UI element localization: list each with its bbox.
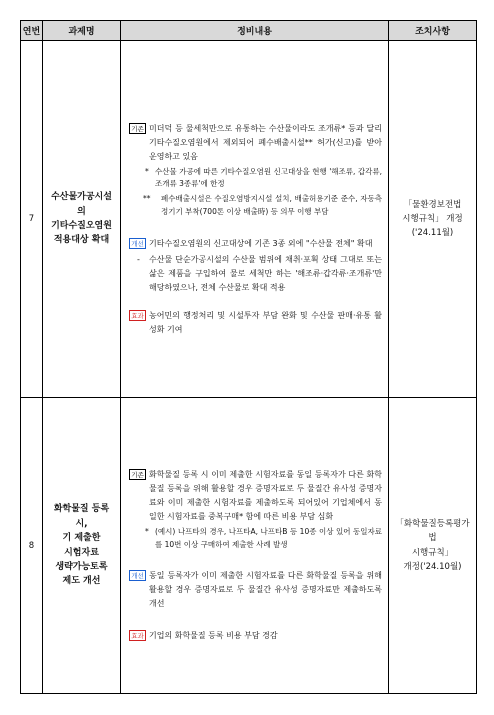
- task-title-line: 기 제출한: [62, 533, 101, 544]
- table-row: [21, 398, 477, 694]
- header-action: 조치사항: [389, 21, 477, 41]
- task-title: [43, 398, 121, 694]
- action-line: ('24.11월): [411, 228, 454, 238]
- footnote-text: 폐수배출시설은 수질오염방지시설 설치, 배출허용기준 준수, 자동측정기기 부착(700톤 이상 배출時) 등 의무 이행 부담: [161, 194, 382, 216]
- row-number: 8: [21, 398, 43, 694]
- current-tag: 기존: [129, 123, 146, 134]
- table-header-row: [21, 21, 477, 41]
- task-title-line: 수산물가공시설의: [51, 192, 112, 217]
- footnote: [129, 166, 382, 192]
- task-title-line: 시험자료: [64, 547, 99, 558]
- current-tag: 기존: [129, 469, 146, 480]
- task-title-line: 생략가능토록: [55, 561, 108, 572]
- row-number: 7: [21, 41, 43, 398]
- footnote-mark: **: [143, 194, 151, 203]
- footnote-text: (예시) 나프타의 경우, 나프타A, 나프타B 등 10종 이상 있어 동일자료를 10번 이상 구매하여 제출한 사례 발생: [155, 526, 382, 549]
- task-title: [43, 41, 121, 398]
- task-title-line: 화학물질 등록 시,: [53, 504, 110, 529]
- improved-paragraph: [129, 237, 382, 251]
- action-line: 「물환경보전법: [403, 199, 462, 210]
- improved-text: 기타수질오염원의 신고대상에 기존 3종 외에 "수산물 전체" 확대: [149, 238, 373, 248]
- improved-text: 동일 등록자가 이미 제출한 시험자료를 다른 화학물질 등록을 위해 활용할 경우 증명자료로 두 물질간 유사성 증명자료만 제출하도록 개선: [149, 571, 382, 609]
- footnote: [129, 526, 382, 552]
- footnote-text: 수산물 가공에 따른 기타수질오염원 신고대상을 현행 '해조류, 갑각류, 조개류 3종류'에 한정: [155, 166, 382, 189]
- effect-tag: 효과: [129, 310, 146, 321]
- improved-tag: 개선: [129, 238, 146, 249]
- action-line: 「화학물질등록평가법: [395, 519, 470, 544]
- current-paragraph: [129, 468, 382, 524]
- header-title: 과제명: [43, 21, 121, 41]
- action-line: 시행규칙」: [411, 547, 454, 558]
- footnote: [129, 193, 382, 219]
- improved-paragraph: [129, 569, 382, 611]
- header-no: 연번: [21, 21, 43, 41]
- reform-content: [121, 398, 389, 694]
- detail-text: 수산물 단순가공시설의 수산물 범위에 채취·포획 상태 그대로 또는 삶은 제품을 구입하여 물로 세척만 하는 '해조류·갑각류·조개류'만 해당하였으나, 전체 수산물로 확대 적용: [149, 254, 382, 292]
- dash-mark: -: [137, 254, 140, 264]
- reform-table: [20, 20, 477, 694]
- header-content: 정비내용: [121, 21, 389, 41]
- footnote-mark: *: [145, 526, 149, 536]
- action-cell: [389, 41, 477, 398]
- table-row: [21, 41, 477, 398]
- action-line: 개정('24.10월): [403, 561, 462, 572]
- task-title-line: 적용대상 확대: [53, 235, 110, 246]
- detail-item: [129, 253, 382, 295]
- footnote-mark: *: [145, 166, 149, 176]
- current-text: 화학물질 등록 시 이미 제출한 시험자료를 동일 등록자가 다른 화학물질 등록을 위해 활용할 경우 증명자료로 두 물질간 유사성 증명자료와 이미 제출한 시험자료를 제출하도록 되어있어 기업체에서 동일한 시험자료를 중복구매* 함에 따른 비용 부담 심화: [149, 469, 382, 521]
- effect-text: 농어민의 행정처리 및 시설투자 부담 완화 및 수산물 판매·유통 활성화 기여: [149, 310, 382, 334]
- task-title-line: 제도 개선: [62, 576, 101, 587]
- effect-tag: 효과: [129, 630, 146, 641]
- action-line: 시행규칙」 개정: [402, 213, 463, 224]
- reform-content: [121, 41, 389, 398]
- current-text: 미더덕 등 물세척만으로 유통하는 수산물이라도 조개류* 등과 달리 기타수질오염원에서 제외되어 폐수배출시설** 허가(신고)를 받아 운영하고 있음: [149, 123, 382, 161]
- action-cell: [389, 398, 477, 694]
- current-paragraph: [129, 122, 382, 164]
- effect-paragraph: [129, 629, 382, 643]
- effect-paragraph: [129, 309, 382, 337]
- effect-text: 기업의 화학물질 등록 비용 부담 경감: [149, 631, 278, 641]
- task-title-line: 기타수질오염원: [51, 221, 112, 231]
- improved-tag: 개선: [129, 570, 146, 581]
